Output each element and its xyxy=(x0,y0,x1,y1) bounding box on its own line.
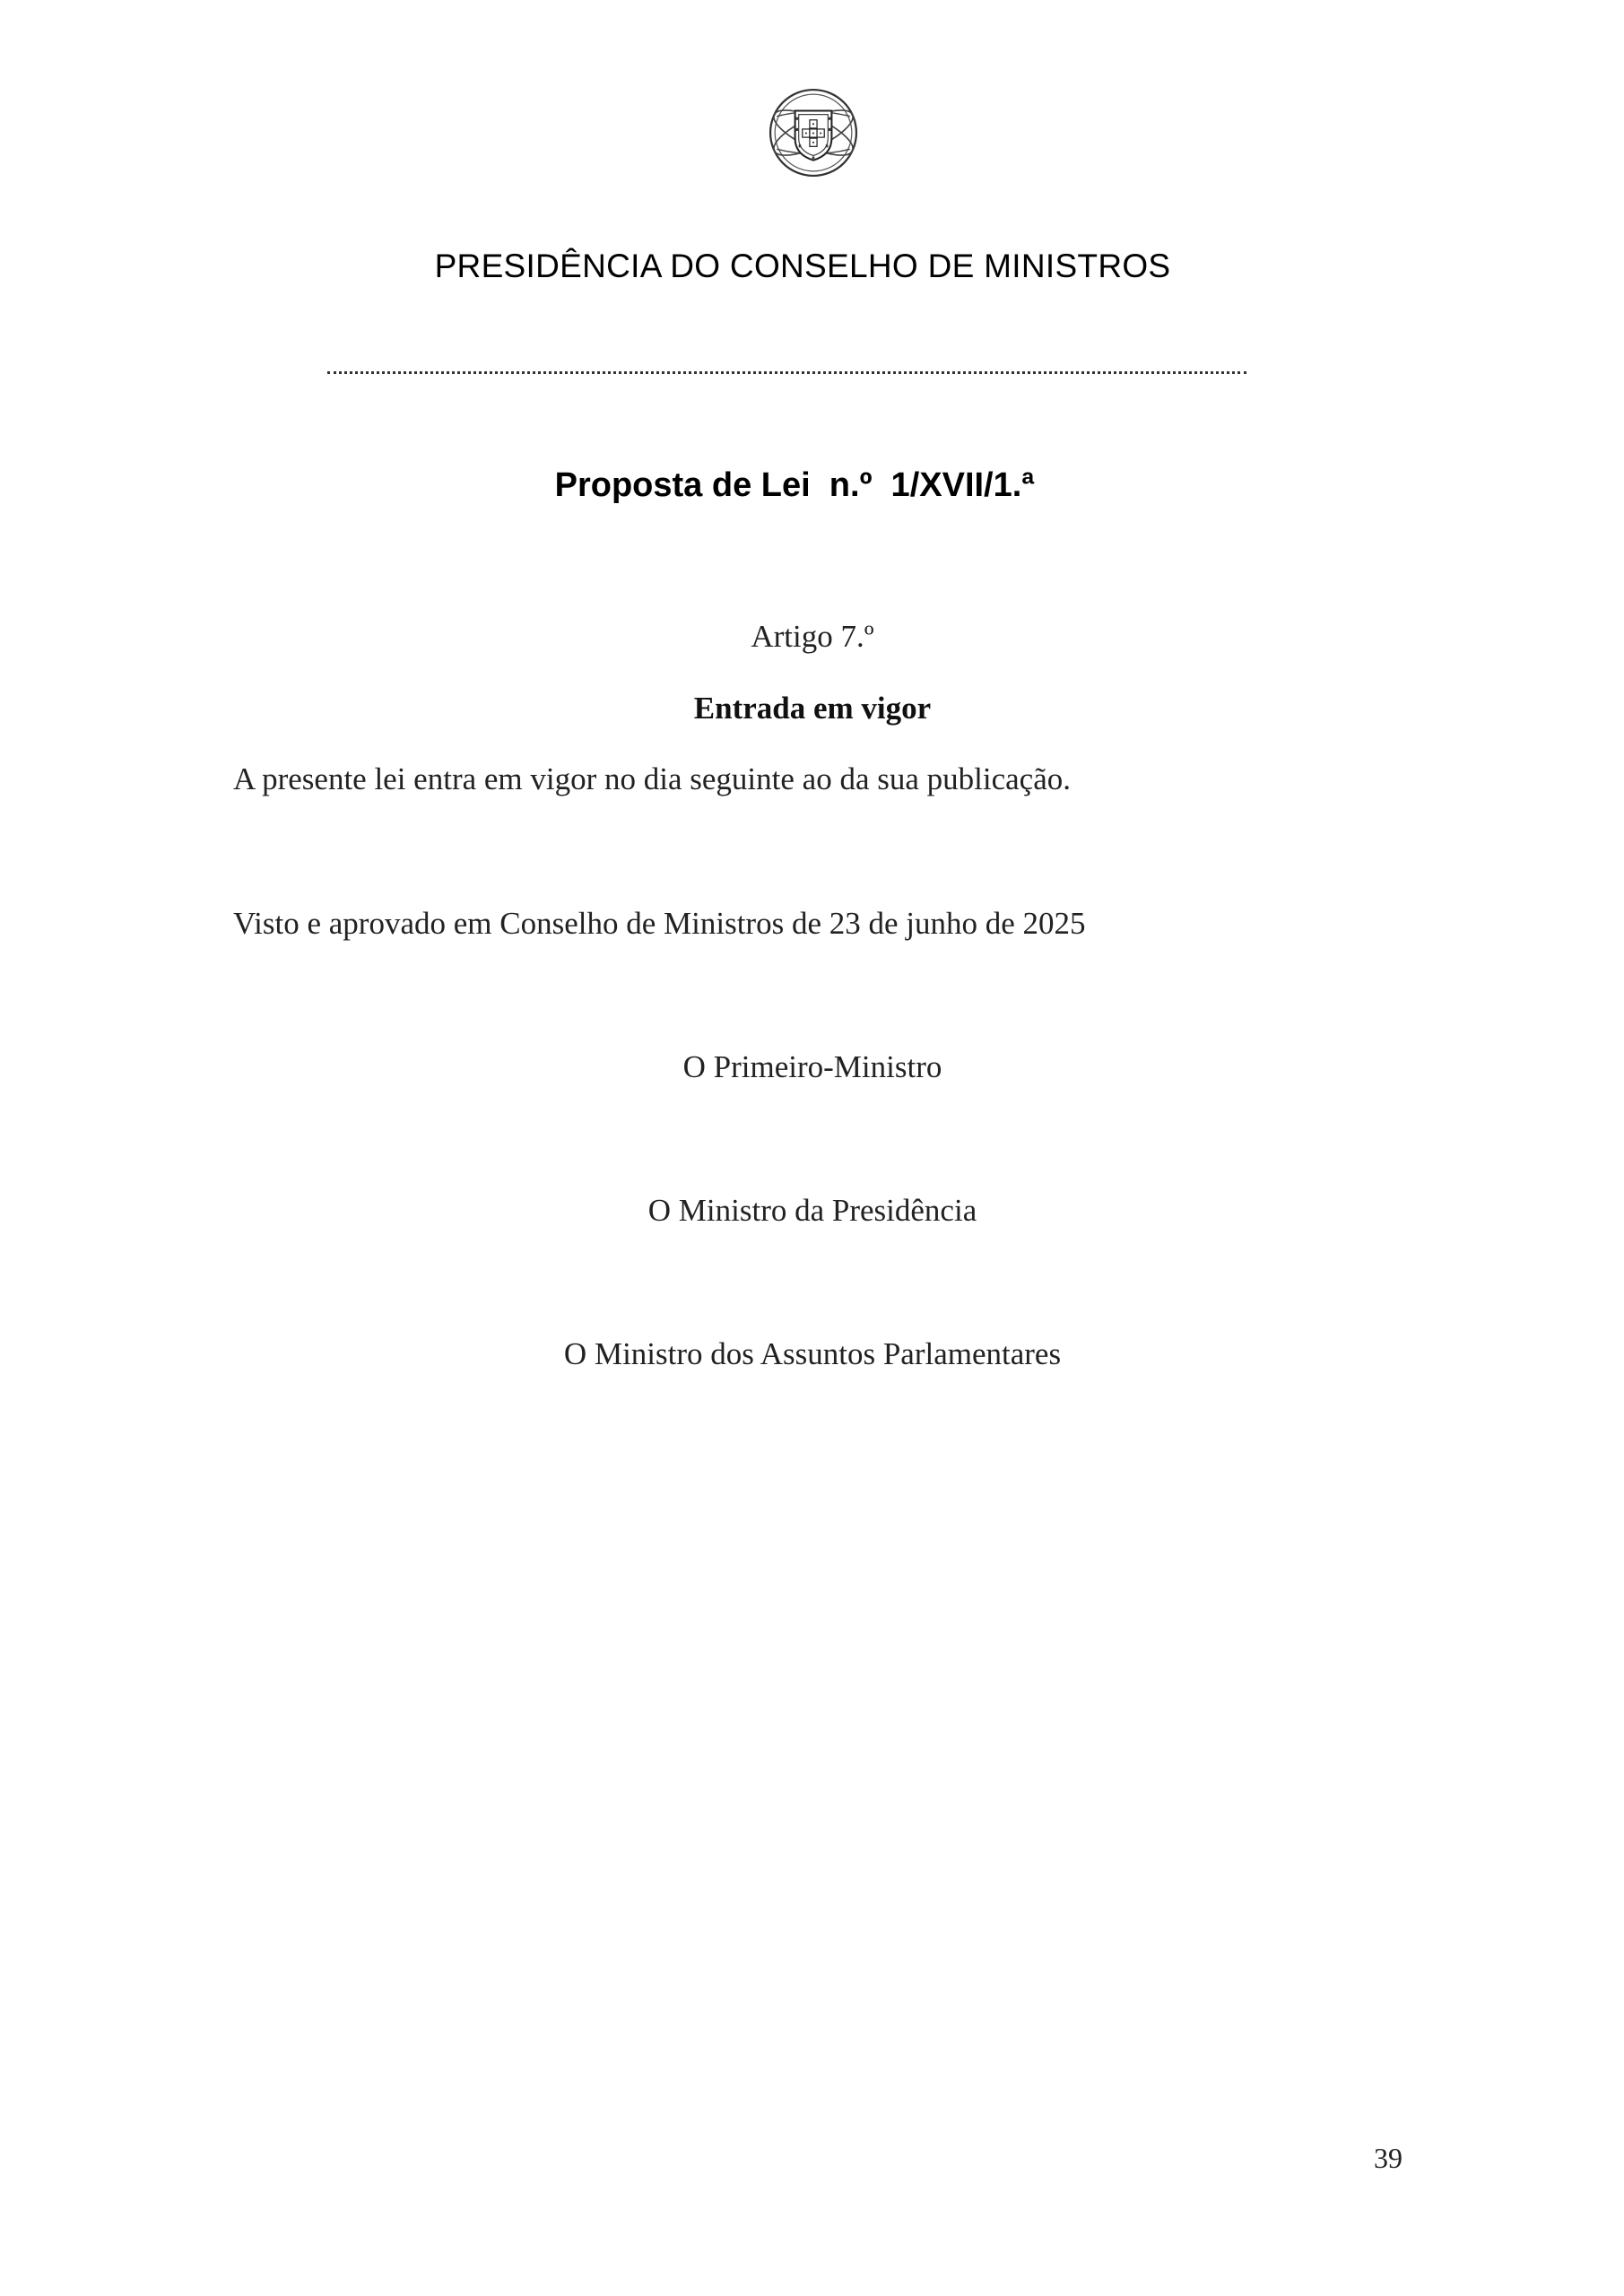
header-divider xyxy=(327,371,1246,374)
approval-statement: Visto e aprovado em Conselho de Ministros de 23 de junho de 2025 xyxy=(233,906,1086,941)
institution-name: PRESIDÊNCIA DO CONSELHO DE MINISTROS xyxy=(434,248,1171,284)
page-number: 39 xyxy=(1374,2142,1403,2174)
document-title: Proposta de Lei n.º 1/XVII/1.ª xyxy=(554,466,1035,504)
article-heading: Entrada em vigor xyxy=(693,691,932,726)
signatory-minister-presidency: O Ministro da Presidência xyxy=(647,1193,977,1228)
signatory-prime-minister: O Primeiro-Ministro xyxy=(682,1049,942,1084)
coat-of-arms-emblem xyxy=(768,87,859,178)
article-body: A presente lei entra em vigor no dia seguinte ao da sua publicação. xyxy=(233,761,1071,796)
article-number: Artigo 7.º xyxy=(751,619,874,654)
signatory-minister-parliamentary-affairs: O Ministro dos Assuntos Parlamentares xyxy=(563,1336,1062,1371)
